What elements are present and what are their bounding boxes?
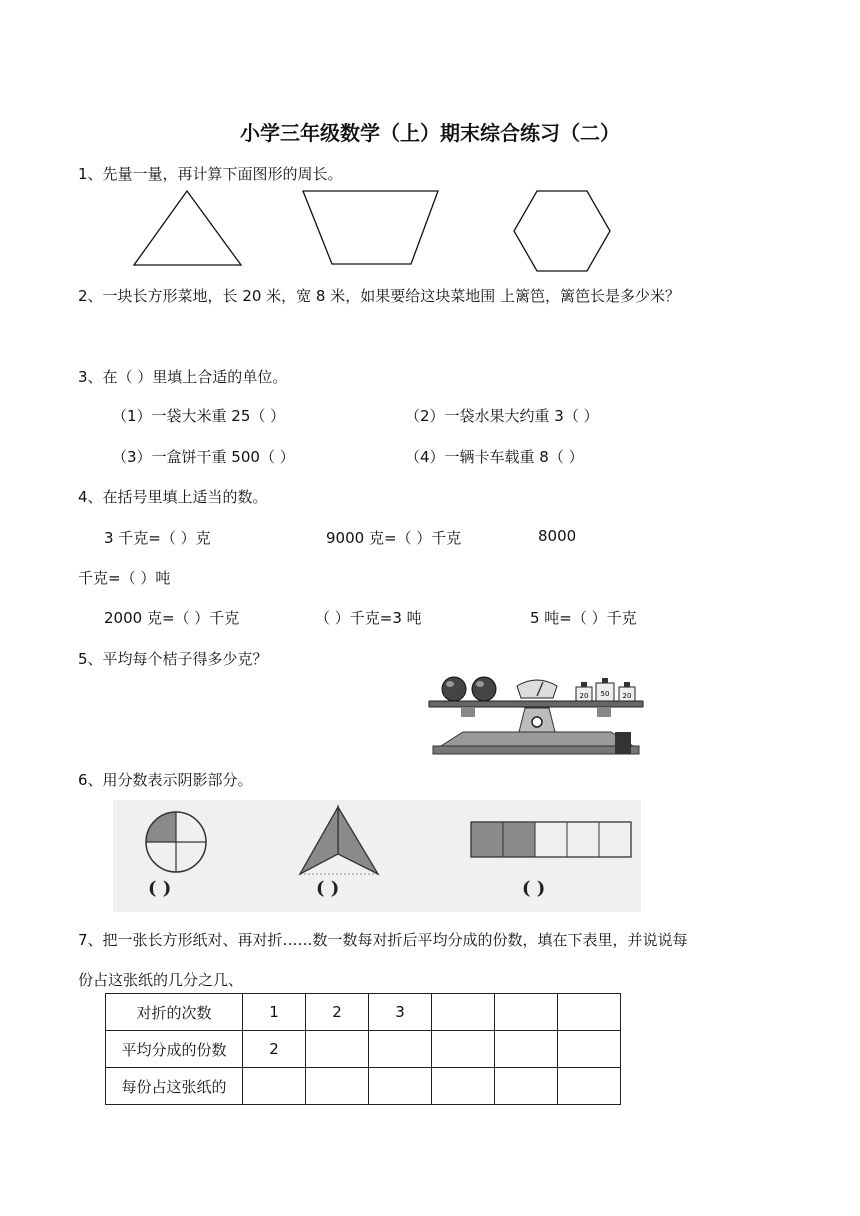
question-5: 5、平均每个桔子得多少克？ xyxy=(78,650,268,668)
table-cell xyxy=(306,1068,369,1105)
q4-blank-6: 5 吨=（ ）千克 xyxy=(530,609,637,627)
question-7-line-1: 7、把一张长方形纸对、再对折……数一数每对折后平均分成的份数，填在下表里，并说说每 xyxy=(78,931,688,949)
question-2: 2、一块长方形菜地，长 20 米，宽 8 米，如果要给这块菜地围 上篱笆，篱笆长是多少米？ xyxy=(78,287,681,305)
answer-blank-circle: ( ) xyxy=(148,878,172,899)
table-row xyxy=(106,994,621,1031)
triangle-thirds-figure xyxy=(296,804,384,880)
q4-blank-1: 3 千克=（ ）克 xyxy=(104,529,211,547)
table-row xyxy=(106,1031,621,1068)
question-3: 3、在（ ）里填上合适的单位。 xyxy=(78,368,288,386)
q4-blank-5: （ ）千克=3 吨 xyxy=(315,609,422,627)
table-cell xyxy=(306,1031,369,1068)
weight-label-1: 20 xyxy=(579,692,589,700)
table-cell: 1 xyxy=(243,994,306,1031)
table-cell: 2 xyxy=(306,994,369,1031)
q3-item-3: （3）一盒饼干重 500（ ） xyxy=(112,448,295,466)
balance-scale-illustration xyxy=(425,668,647,758)
rectangle-fifths-figure xyxy=(469,820,633,860)
table-cell xyxy=(243,1068,306,1105)
q3-item-4: （4）一辆卡车载重 8（ ） xyxy=(405,448,584,466)
question-1: 1、先量一量，再计算下面图形的周长。 xyxy=(78,165,343,183)
question-4: 4、在括号里填上适当的数。 xyxy=(78,488,268,506)
hexagon-figure xyxy=(510,188,614,274)
table-cell xyxy=(558,994,621,1031)
table-cell xyxy=(432,1031,495,1068)
table-cell xyxy=(495,1031,558,1068)
weight-label-2: 50 xyxy=(600,690,610,698)
q4-blank-2: 9000 克=（ ）千克 xyxy=(326,529,462,547)
table-cell xyxy=(495,994,558,1031)
weight-label-3: 20 xyxy=(622,692,632,700)
question-6: 6、用分数表示阴影部分。 xyxy=(78,771,253,789)
question-7-line-2: 份占这张纸的几分之几、 xyxy=(78,971,244,989)
trapezoid-figure xyxy=(300,188,442,268)
answer-blank-triangle: ( ) xyxy=(316,878,340,899)
table-cell xyxy=(558,1068,621,1105)
table-cell: 每份占这张纸的 xyxy=(106,1068,243,1105)
table-cell xyxy=(432,1068,495,1105)
triangle-figure xyxy=(130,188,246,270)
table-cell: 平均分成的份数 xyxy=(106,1031,243,1068)
q3-item-1: （1）一袋大米重 25（ ） xyxy=(112,407,286,425)
table-cell xyxy=(558,1031,621,1068)
q3-item-2: （2）一袋水果大约重 3（ ） xyxy=(405,407,599,425)
table-cell: 2 xyxy=(243,1031,306,1068)
table-cell: 3 xyxy=(369,994,432,1031)
folding-table xyxy=(105,993,621,1105)
circle-quarters-figure xyxy=(140,806,214,878)
table-row xyxy=(106,1068,621,1105)
answer-blank-rectangle: ( ) xyxy=(522,878,546,899)
q4-blank-3-start: 8000 xyxy=(538,527,577,545)
table-cell xyxy=(495,1068,558,1105)
q4-blank-4: 2000 克=（ ）千克 xyxy=(104,609,240,627)
page-title: 小学三年级数学（上）期末综合练习（二） xyxy=(240,121,620,145)
table-cell: 对折的次数 xyxy=(106,994,243,1031)
table-cell xyxy=(369,1068,432,1105)
table-cell xyxy=(432,994,495,1031)
q4-blank-3-end: 千克=（ ）吨 xyxy=(78,569,171,587)
table-cell xyxy=(369,1031,432,1068)
